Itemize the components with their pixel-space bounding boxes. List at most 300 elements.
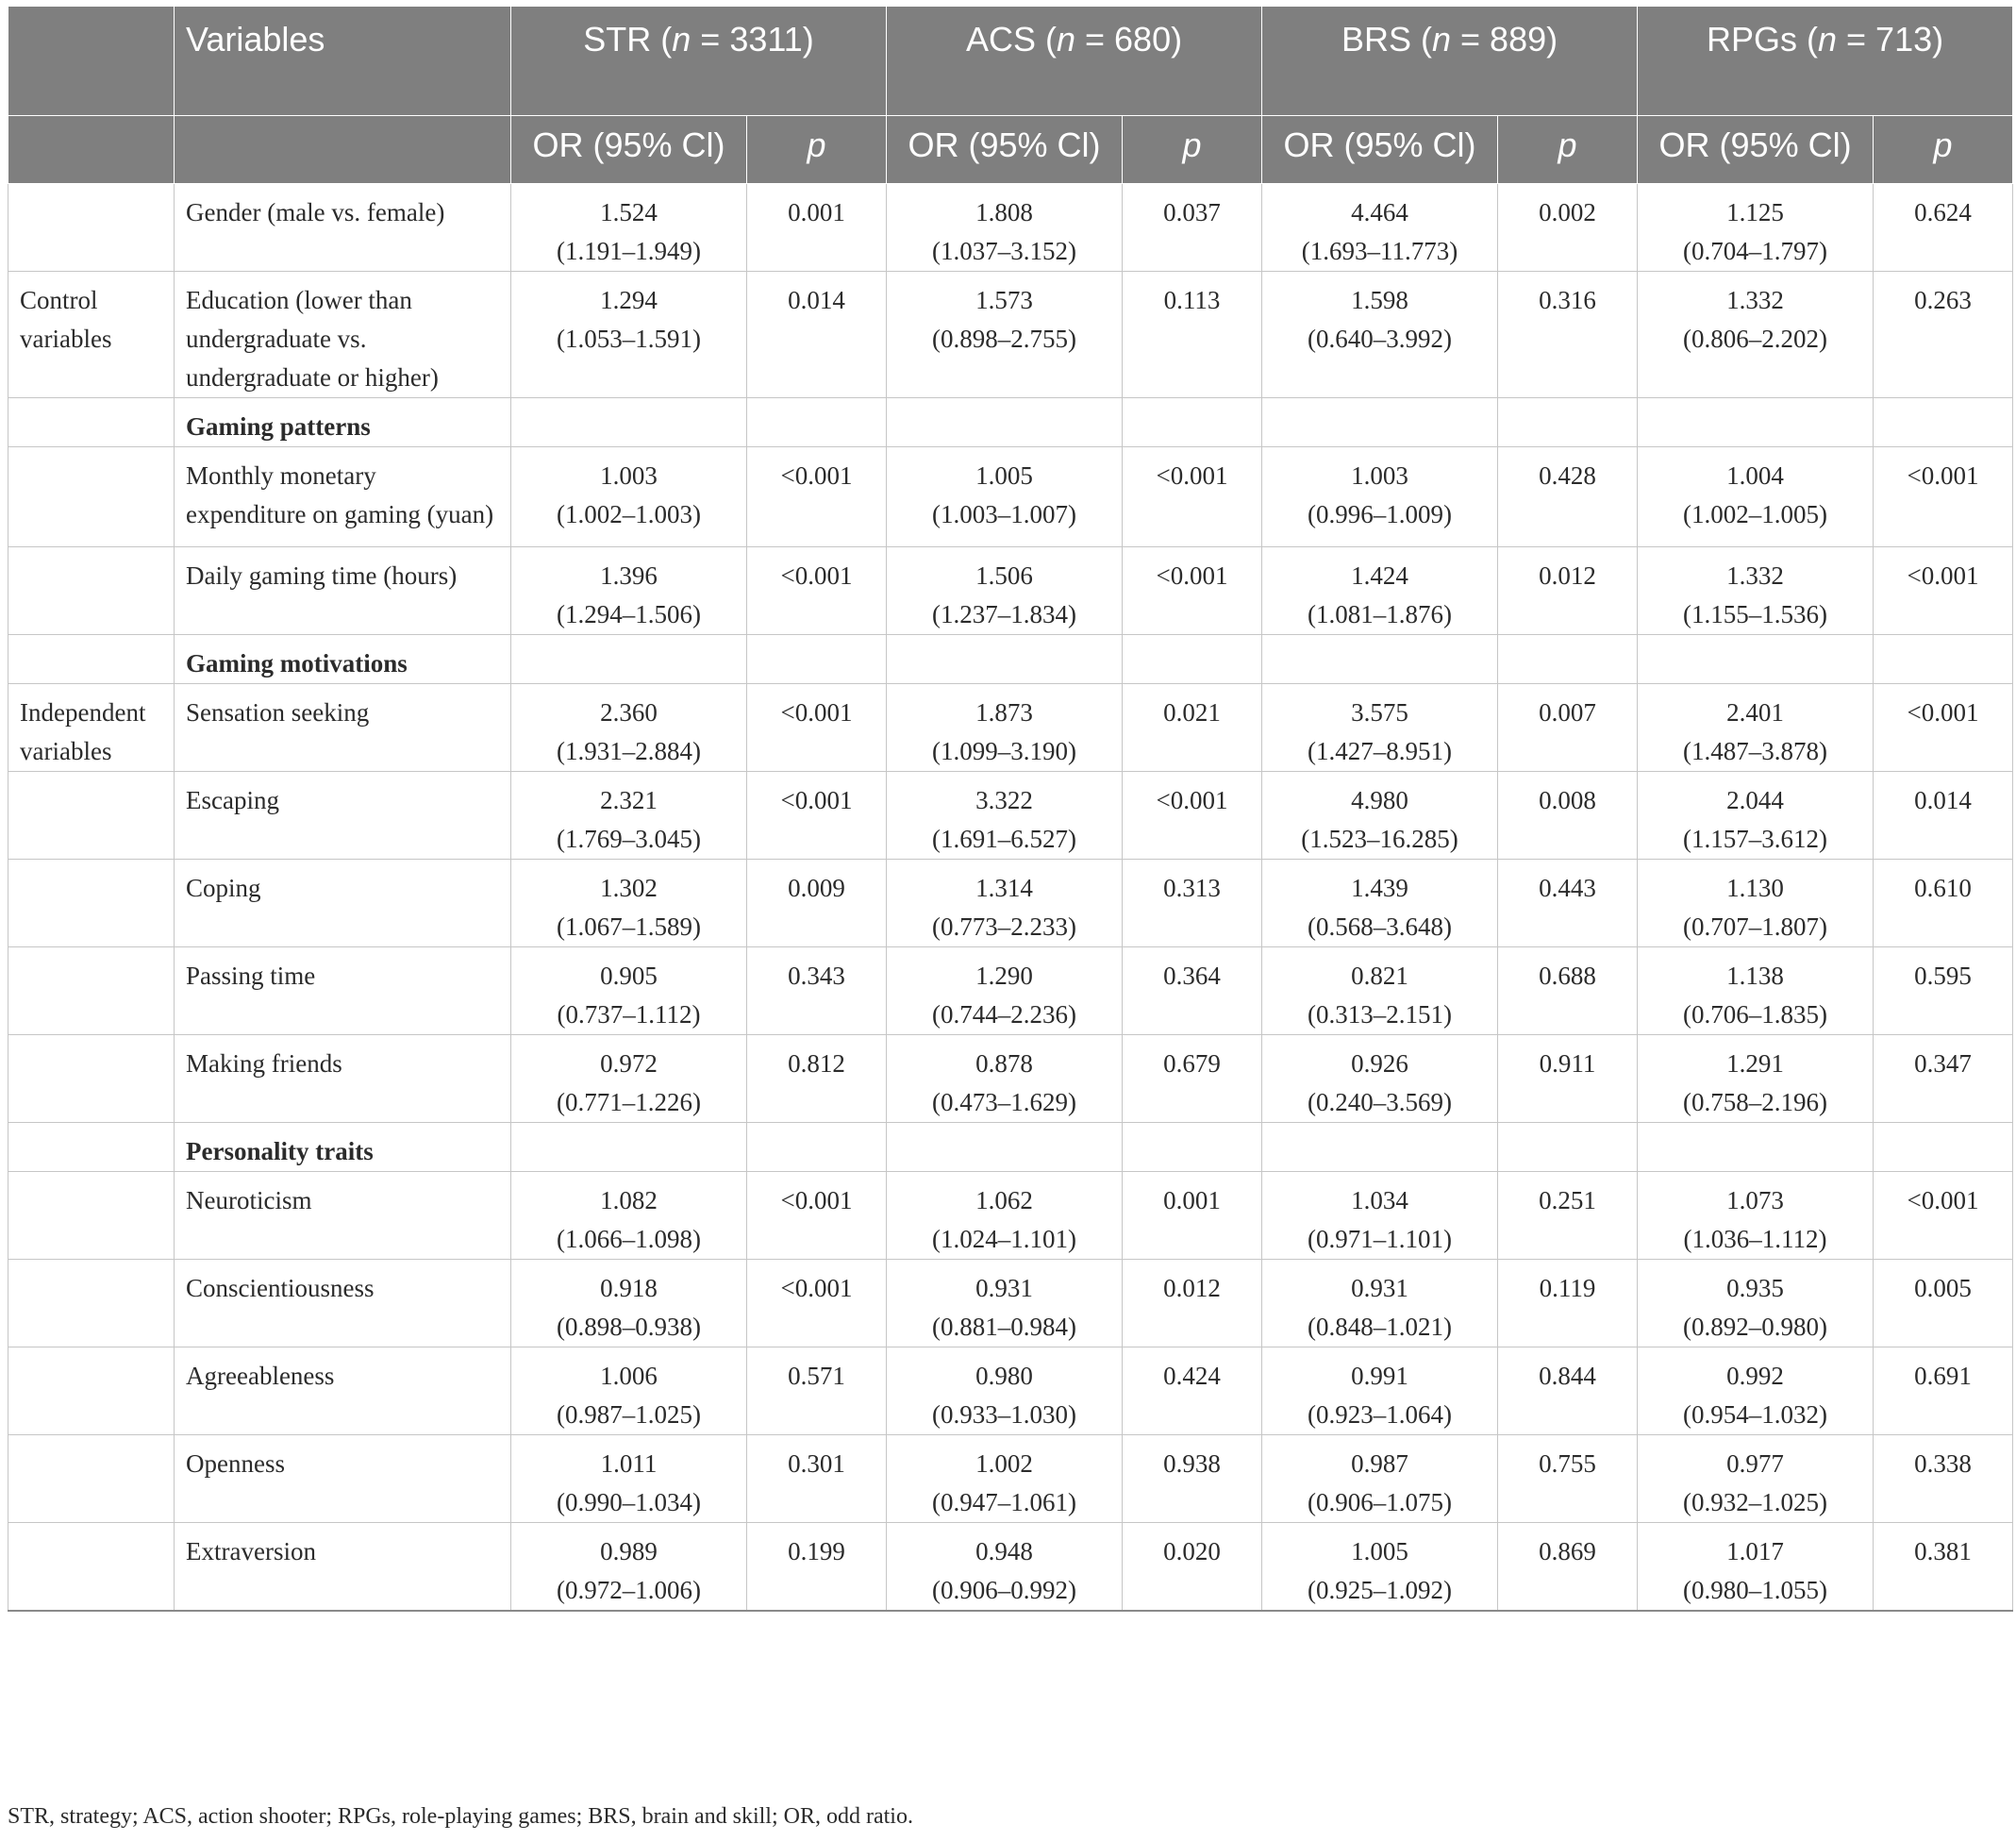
odds-ratio: 0.878 [975,1049,1033,1078]
p-value-cell: 0.755 [1498,1435,1638,1523]
confidence-interval: (0.933–1.030) [932,1400,1076,1429]
or-ci-cell [887,1435,1123,1523]
section-row [8,1123,2013,1172]
p-value-cell: 0.119 [1498,1260,1638,1347]
confidence-interval: (0.881–0.984) [932,1313,1076,1341]
or-ci-cell [511,1172,747,1260]
confidence-interval: (0.954–1.032) [1683,1400,1828,1429]
p-value-cell: 0.347 [1874,1035,2013,1123]
or-ci-cell [887,635,1123,684]
or-ci-cell [887,1523,1123,1612]
p-value-cell [1498,635,1638,684]
header-p: p [1498,116,1638,184]
header-row-groups [8,7,2013,116]
table-row [8,1260,2013,1347]
p-value-cell: 0.001 [747,184,887,272]
p-value-cell [747,635,887,684]
odds-ratio: 0.821 [1351,962,1408,990]
confidence-interval: (0.744–2.236) [932,1000,1076,1029]
confidence-interval: (0.240–3.569) [1308,1088,1453,1116]
or-ci-cell [887,1172,1123,1260]
confidence-interval: (0.971–1.101) [1308,1225,1453,1253]
p-value-cell: 0.691 [1874,1347,2013,1435]
odds-ratio: 1.073 [1726,1186,1784,1214]
p-value-cell: 0.313 [1123,860,1262,947]
confidence-interval: (1.693–11.773) [1301,237,1458,265]
p-value-cell: <0.001 [1874,684,2013,772]
header-group-acs: ACS (n = 680) [887,7,1262,116]
odds-ratio: 1.314 [975,874,1033,902]
header-blank-cell [175,116,511,184]
odds-ratio: 1.062 [975,1186,1033,1214]
confidence-interval: (0.996–1.009) [1308,500,1453,528]
odds-ratio: 0.931 [1351,1274,1408,1302]
or-ci-cell [511,1435,747,1523]
header-row-stats [8,116,2013,184]
table-row [8,1035,2013,1123]
or-ci-cell [1262,684,1498,772]
table-row [8,547,2013,635]
table-row [8,1172,2013,1260]
confidence-interval: (0.898–0.938) [557,1313,701,1341]
confidence-interval: (0.990–1.034) [557,1488,701,1516]
confidence-interval: (1.067–1.589) [557,912,701,941]
p-value-cell: 0.610 [1874,860,2013,947]
group-label [8,1347,175,1435]
or-ci-cell [511,684,747,772]
confidence-interval: (0.313–2.151) [1308,1000,1453,1029]
table-row [8,947,2013,1035]
or-ci-cell [1262,860,1498,947]
odds-ratio: 2.360 [600,698,658,727]
or-ci-cell [1262,398,1498,447]
odds-ratio: 1.424 [1351,561,1408,590]
odds-ratio: 3.322 [975,786,1033,814]
or-ci-cell [1638,860,1874,947]
odds-ratio: 1.138 [1726,962,1784,990]
confidence-interval: (0.473–1.629) [932,1088,1076,1116]
p-value-cell: 0.338 [1874,1435,2013,1523]
confidence-interval: (0.706–1.835) [1683,1000,1828,1029]
p-value-cell: <0.001 [747,1172,887,1260]
confidence-interval: (0.758–2.196) [1683,1088,1828,1116]
confidence-interval: (0.773–2.233) [932,912,1076,941]
group-label [8,184,175,272]
confidence-interval: (0.568–3.648) [1308,912,1453,941]
confidence-interval: (0.892–0.980) [1683,1313,1828,1341]
header-or-ci: OR (95% Cl) [511,116,747,184]
group-label [8,1035,175,1123]
odds-ratio: 1.003 [1351,461,1408,490]
p-value-cell: <0.001 [1874,547,2013,635]
odds-ratio: 1.524 [600,198,658,226]
confidence-interval: (0.906–1.075) [1308,1488,1453,1516]
odds-ratio: 1.573 [975,286,1033,314]
p-value-cell: 0.001 [1123,1172,1262,1260]
odds-ratio: 1.034 [1351,1186,1408,1214]
p-value-cell: 0.364 [1123,947,1262,1035]
odds-ratio: 0.905 [600,962,658,990]
odds-ratio: 0.926 [1351,1049,1408,1078]
header-group-str: STR (n = 3311) [511,7,887,116]
or-ci-cell [1638,272,1874,398]
group-label [8,1435,175,1523]
confidence-interval: (1.024–1.101) [932,1225,1076,1253]
odds-ratio: 1.396 [600,561,658,590]
p-value-cell: 0.012 [1498,547,1638,635]
p-value-cell: 0.012 [1123,1260,1262,1347]
p-value-cell: 0.005 [1874,1260,2013,1347]
odds-ratio: 4.980 [1351,786,1408,814]
variable-name: Education (lower than undergraduate vs. undergraduate or higher) [175,272,511,398]
variable-name: Escaping [175,772,511,860]
variable-name: Extraversion [175,1523,511,1612]
or-ci-cell [887,398,1123,447]
or-ci-cell [511,635,747,684]
p-value-cell: 0.008 [1498,772,1638,860]
p-value-cell: <0.001 [1123,447,1262,547]
odds-ratio: 1.808 [975,198,1033,226]
variable-name: Daily gaming time (hours) [175,547,511,635]
p-value-cell: <0.001 [1874,447,2013,547]
table-header [8,7,2013,184]
odds-ratio: 1.130 [1726,874,1784,902]
or-ci-cell [1262,1523,1498,1612]
confidence-interval: (1.769–3.045) [557,825,701,853]
or-ci-cell [511,1523,747,1612]
table-row [8,184,2013,272]
table-row [8,272,2013,398]
p-value-cell: <0.001 [1123,772,1262,860]
p-value-cell [1498,398,1638,447]
or-ci-cell [887,1035,1123,1123]
p-value-cell: 0.443 [1498,860,1638,947]
or-ci-cell [511,947,747,1035]
confidence-interval: (1.691–6.527) [932,825,1076,853]
odds-ratio: 2.401 [1726,698,1784,727]
odds-ratio: 1.006 [600,1362,658,1390]
or-ci-cell [1638,1035,1874,1123]
odds-ratio: 0.992 [1726,1362,1784,1390]
or-ci-cell [1262,1260,1498,1347]
table-row [8,772,2013,860]
confidence-interval: (0.906–0.992) [932,1576,1076,1604]
header-blank-cell [8,7,175,116]
section-heading: Personality traits [175,1123,511,1172]
odds-ratio: 1.332 [1726,561,1784,590]
odds-ratio: 1.290 [975,962,1033,990]
odds-ratio: 2.044 [1726,786,1784,814]
confidence-interval: (0.972–1.006) [557,1576,701,1604]
group-label: Independent variables [8,684,175,772]
or-ci-cell [887,772,1123,860]
or-ci-cell [511,1035,747,1123]
table-row [8,1347,2013,1435]
or-ci-cell [1638,772,1874,860]
odds-ratio: 1.082 [600,1186,658,1214]
p-value-cell: 0.812 [747,1035,887,1123]
odds-ratio: 1.003 [600,461,658,490]
confidence-interval: (1.002–1.005) [1683,500,1828,528]
p-value-cell: 0.624 [1874,184,2013,272]
p-value-cell: 0.007 [1498,684,1638,772]
variable-name: Monthly monetary expenditure on gaming (yuan) [175,447,511,547]
confidence-interval: (1.155–1.536) [1683,600,1828,628]
odds-ratio: 0.935 [1726,1274,1784,1302]
variable-name: Neuroticism [175,1172,511,1260]
group-label [8,447,175,547]
odds-ratio: 1.125 [1726,198,1784,226]
or-ci-cell [1638,947,1874,1035]
variable-name: Sensation seeking [175,684,511,772]
or-ci-cell [1262,1035,1498,1123]
group-label: Control variables [8,272,175,398]
p-value-cell [1123,635,1262,684]
confidence-interval: (1.157–3.612) [1683,825,1828,853]
odds-ratio-table [8,6,2013,1612]
or-ci-cell [887,547,1123,635]
or-ci-cell [511,447,747,547]
or-ci-cell [1638,398,1874,447]
or-ci-cell [1638,1260,1874,1347]
table-row [8,447,2013,547]
odds-ratio: 3.575 [1351,698,1408,727]
p-value-cell: 0.911 [1498,1035,1638,1123]
confidence-interval: (0.848–1.021) [1308,1313,1453,1341]
or-ci-cell [511,184,747,272]
odds-ratio: 0.948 [975,1537,1033,1565]
or-ci-cell [887,1123,1123,1172]
or-ci-cell [887,1260,1123,1347]
or-ci-cell [1638,447,1874,547]
or-ci-cell [887,1347,1123,1435]
confidence-interval: (0.737–1.112) [557,1000,701,1029]
odds-ratio: 1.005 [975,461,1033,490]
table-row [8,1523,2013,1612]
p-value-cell: 0.844 [1498,1347,1638,1435]
p-value-cell: 0.199 [747,1523,887,1612]
confidence-interval: (1.036–1.112) [1683,1225,1827,1253]
or-ci-cell [511,1123,747,1172]
p-value-cell: 0.679 [1123,1035,1262,1123]
odds-ratio: 0.991 [1351,1362,1408,1390]
confidence-interval: (0.704–1.797) [1683,237,1828,265]
or-ci-cell [511,860,747,947]
p-value-cell: 0.428 [1498,447,1638,547]
p-value-cell: 0.251 [1498,1172,1638,1260]
or-ci-cell [1638,1523,1874,1612]
results-table-container [8,6,2012,1612]
or-ci-cell [1262,635,1498,684]
odds-ratio: 0.989 [600,1537,658,1565]
odds-ratio: 1.873 [975,698,1033,727]
or-ci-cell [887,447,1123,547]
or-ci-cell [1638,547,1874,635]
or-ci-cell [511,772,747,860]
p-value-cell [747,1123,887,1172]
header-or-ci: OR (95% Cl) [1262,116,1498,184]
group-label [8,1260,175,1347]
header-p: p [747,116,887,184]
or-ci-cell [887,272,1123,398]
confidence-interval: (0.898–2.755) [932,325,1076,353]
section-row [8,635,2013,684]
or-ci-cell [1262,1123,1498,1172]
confidence-interval: (0.987–1.025) [557,1400,701,1429]
header-p: p [1123,116,1262,184]
or-ci-cell [1262,1347,1498,1435]
odds-ratio: 1.291 [1726,1049,1784,1078]
p-value-cell: 0.014 [747,272,887,398]
section-row [8,398,2013,447]
or-ci-cell [887,947,1123,1035]
group-label [8,1172,175,1260]
p-value-cell: 0.571 [747,1347,887,1435]
or-ci-cell [1638,1435,1874,1523]
p-value-cell [1874,1123,2013,1172]
odds-ratio: 0.972 [600,1049,658,1078]
group-label [8,1123,175,1172]
p-value-cell [1123,1123,1262,1172]
p-value-cell: <0.001 [747,772,887,860]
group-label [8,635,175,684]
or-ci-cell [1262,184,1498,272]
p-value-cell [1498,1123,1638,1172]
confidence-interval: (1.002–1.003) [557,500,701,528]
odds-ratio: 4.464 [1351,198,1408,226]
or-ci-cell [1638,1347,1874,1435]
p-value-cell: 0.424 [1123,1347,1262,1435]
p-value-cell: 0.938 [1123,1435,1262,1523]
odds-ratio: 1.439 [1351,874,1408,902]
table-body [8,184,2013,1612]
or-ci-cell [511,547,747,635]
or-ci-cell [887,860,1123,947]
p-value-cell: 0.343 [747,947,887,1035]
odds-ratio: 1.017 [1726,1537,1784,1565]
p-value-cell: <0.001 [747,684,887,772]
or-ci-cell [1262,947,1498,1035]
odds-ratio: 1.506 [975,561,1033,590]
variable-name: Making friends [175,1035,511,1123]
header-or-ci: OR (95% Cl) [1638,116,1874,184]
header-blank-cell [8,116,175,184]
or-ci-cell [1262,547,1498,635]
p-value-cell: 0.014 [1874,772,2013,860]
p-value-cell: 0.316 [1498,272,1638,398]
odds-ratio: 1.004 [1726,461,1784,490]
header-group-brs: BRS (n = 889) [1262,7,1638,116]
p-value-cell: 0.009 [747,860,887,947]
p-value-cell: <0.001 [1123,547,1262,635]
group-label [8,947,175,1035]
p-value-cell [1123,398,1262,447]
or-ci-cell [887,184,1123,272]
group-label [8,398,175,447]
odds-ratio: 0.918 [600,1274,658,1302]
table-row [8,684,2013,772]
odds-ratio: 0.987 [1351,1449,1408,1478]
variable-name: Openness [175,1435,511,1523]
p-value-cell: 0.021 [1123,684,1262,772]
section-heading: Gaming motivations [175,635,511,684]
confidence-interval: (0.806–2.202) [1683,325,1828,353]
variable-name: Conscientiousness [175,1260,511,1347]
variable-name: Coping [175,860,511,947]
or-ci-cell [511,398,747,447]
odds-ratio: 1.011 [600,1449,658,1478]
p-value-cell: <0.001 [747,1260,887,1347]
odds-ratio: 1.332 [1726,286,1784,314]
odds-ratio: 1.302 [600,874,658,902]
header-group-rpgs: RPGs (n = 713) [1638,7,2013,116]
group-label [8,547,175,635]
or-ci-cell [1638,635,1874,684]
confidence-interval: (0.771–1.226) [557,1088,701,1116]
p-value-cell: 0.002 [1498,184,1638,272]
or-ci-cell [1262,272,1498,398]
p-value-cell [1874,635,2013,684]
header-or-ci: OR (95% Cl) [887,116,1123,184]
group-label [8,860,175,947]
confidence-interval: (0.932–1.025) [1683,1488,1828,1516]
confidence-interval: (1.931–2.884) [557,737,701,765]
p-value-cell [1874,398,2013,447]
p-value-cell: 0.381 [1874,1523,2013,1612]
confidence-interval: (1.191–1.949) [557,237,701,265]
confidence-interval: (1.427–8.951) [1308,737,1453,765]
confidence-interval: (0.925–1.092) [1308,1576,1453,1604]
variable-name: Gender (male vs. female) [175,184,511,272]
odds-ratio: 1.294 [600,286,658,314]
odds-ratio: 0.977 [1726,1449,1784,1478]
or-ci-cell [1638,1172,1874,1260]
or-ci-cell [1638,184,1874,272]
confidence-interval: (1.066–1.098) [557,1225,701,1253]
or-ci-cell [1262,772,1498,860]
p-value-cell [747,398,887,447]
confidence-interval: (0.923–1.064) [1308,1400,1453,1429]
p-value-cell: <0.001 [1874,1172,2013,1260]
confidence-interval: (1.037–3.152) [932,237,1076,265]
confidence-interval: (1.099–3.190) [932,737,1076,765]
or-ci-cell [511,272,747,398]
or-ci-cell [511,1347,747,1435]
confidence-interval: (1.237–1.834) [932,600,1076,628]
confidence-interval: (0.980–1.055) [1683,1576,1828,1604]
p-value-cell: 0.113 [1123,272,1262,398]
group-label [8,772,175,860]
confidence-interval: (1.523–16.285) [1301,825,1458,853]
p-value-cell: <0.001 [747,547,887,635]
variable-name: Passing time [175,947,511,1035]
table-footnote: STR, strategy; ACS, action shooter; RPGs, role-playing games; BRS, brain and skill; OR, odd ratio. [8,1804,913,1829]
confidence-interval: (1.081–1.876) [1308,600,1453,628]
confidence-interval: (0.707–1.807) [1683,912,1828,941]
p-value-cell: 0.688 [1498,947,1638,1035]
odds-ratio: 1.002 [975,1449,1033,1478]
or-ci-cell [1262,447,1498,547]
confidence-interval: (1.294–1.506) [557,600,701,628]
p-value-cell: 0.037 [1123,184,1262,272]
confidence-interval: (1.003–1.007) [932,500,1076,528]
variable-name: Agreeableness [175,1347,511,1435]
odds-ratio: 2.321 [600,786,658,814]
p-value-cell: 0.263 [1874,272,2013,398]
section-heading: Gaming patterns [175,398,511,447]
or-ci-cell [1638,684,1874,772]
or-ci-cell [511,1260,747,1347]
